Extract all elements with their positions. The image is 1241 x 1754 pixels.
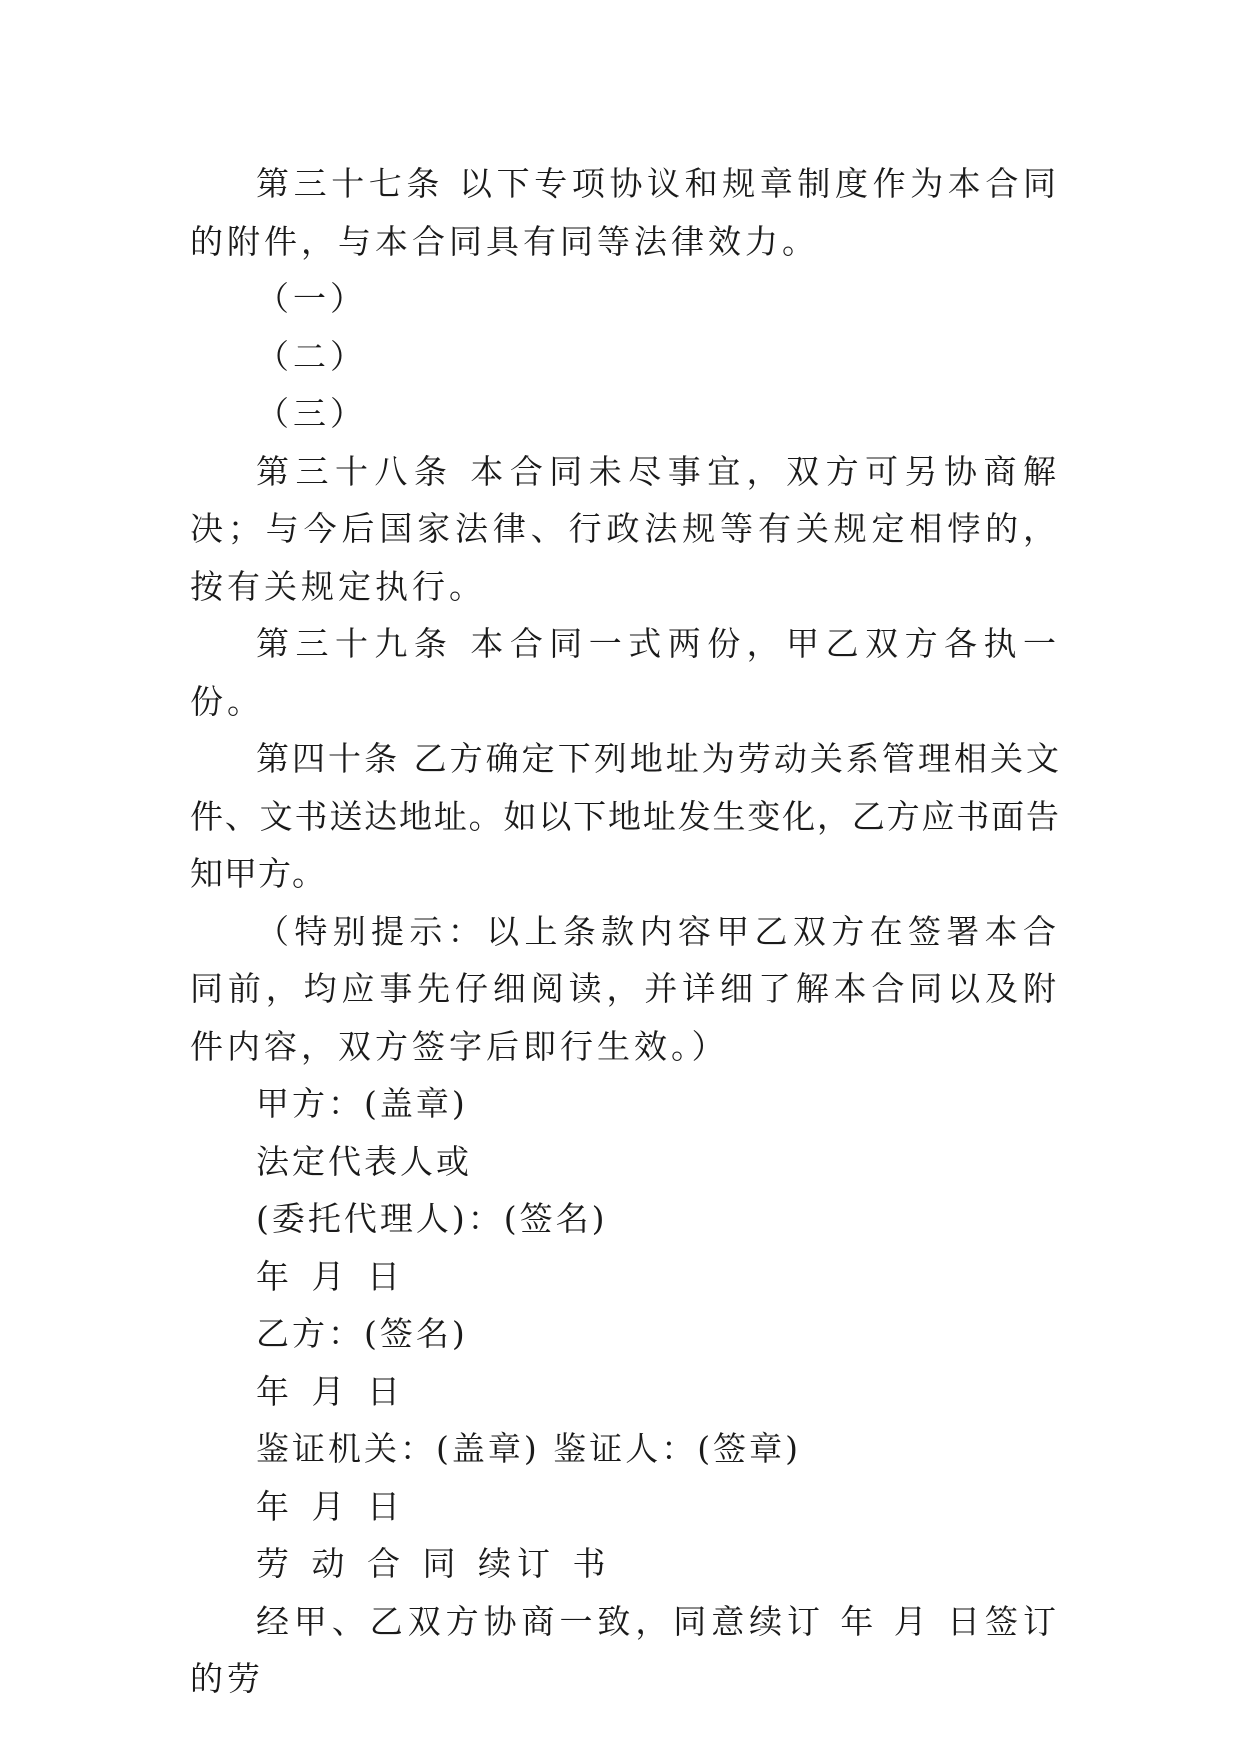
date-line-3: 年 月 日: [256, 1486, 406, 1526]
renewal-body: 经甲、乙双方协商一致，同意续订 年 月 日签订的劳: [190, 1601, 1060, 1698]
list-item-3: （三）: [256, 394, 367, 433]
article-40: 第四十条 乙方确定下列地址为劳动关系管理相关文件、文书送达地址。如以下地址发生变化，乙方应书面告知甲方。: [190, 739, 1060, 893]
list-item-1: （一）: [256, 279, 367, 318]
list-item-2: （二）: [256, 336, 367, 376]
date-line-1: 年 月 日: [256, 1256, 406, 1296]
authorized-agent: (委托代理人)：(签名): [256, 1199, 608, 1238]
article-37: 第三十七条 以下专项协议和规章制度作为本合同的附件，与本合同具有同等法律效力。: [190, 164, 1060, 261]
party-a-seal: 甲方：(盖章): [256, 1084, 468, 1123]
document-body: [190, 155, 1060, 1708]
renewal-title: 劳 动 合 同 续订 书: [256, 1544, 612, 1583]
certification-authority: 鉴证机关：(盖章) 鉴证人：(签章): [256, 1429, 801, 1468]
article-39: 第三十九条 本合同一式两份，甲乙双方各执一份。: [190, 624, 1060, 721]
article-38: 第三十八条 本合同未尽事宜，双方可另协商解决；与今后国家法律、行政法规等有关规定相悖的，按有关规定执行。: [190, 451, 1060, 606]
special-notice: （特别提示：以上条款内容甲乙双方在签署本合同前，均应事先仔细阅读，并详细了解本合同以及附件内容，双方签字后即行生效。）: [190, 911, 1060, 1066]
party-b-signature: 乙方：(签名): [256, 1314, 468, 1353]
date-line-2: 年 月 日: [256, 1371, 406, 1411]
legal-representative: 法定代表人或: [256, 1141, 472, 1181]
